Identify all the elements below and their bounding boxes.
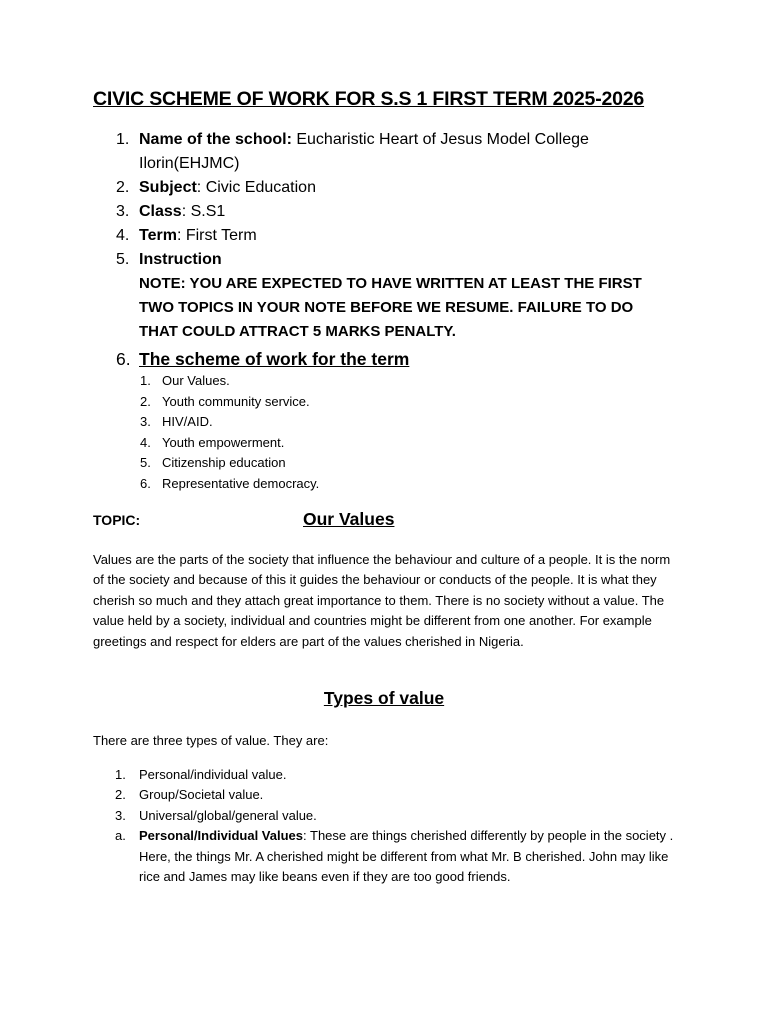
instruction-note: NOTE: YOU ARE EXPECTED TO HAVE WRITTEN AT LEAST THE FIRST TWO TOPICS IN YOUR NOTE BEFORE WE RESUME. FAILURE TO DO THAT COULD ATTRACT 5 MARKS PENALTY.	[139, 275, 642, 340]
list-number: 1.	[116, 131, 130, 148]
list-number: 6.	[116, 349, 131, 369]
definition-term: Personal/Individual Values	[139, 828, 304, 844]
list-number: 2.	[115, 787, 126, 803]
topic-title: Our Values	[303, 509, 395, 529]
scheme-item	[110, 346, 670, 372]
list-item	[138, 433, 538, 454]
list-item-text: Universal/global/general value.	[139, 807, 317, 823]
list-item	[93, 765, 675, 785]
info-value: : First Term	[176, 227, 257, 244]
info-value: : S.S1	[181, 203, 226, 220]
list-number: 4.	[116, 227, 130, 244]
info-value: : Civic Education	[196, 179, 316, 196]
types-list	[93, 765, 675, 887]
list-number: 3.	[140, 414, 151, 429]
scheme-topic-list	[138, 371, 538, 494]
info-item-school	[110, 128, 670, 176]
definition-item	[93, 826, 675, 887]
definition-text: : These are things cherished differently by people in the society . Here, the things Mr. A cherished might be different from what Mr. B cherished. John may like rice and James may like beans even if they are too good friends.	[139, 828, 674, 885]
info-list	[110, 128, 670, 372]
list-number: 3.	[115, 807, 126, 823]
types-intro: There are three types of value. They are:	[93, 733, 329, 748]
list-item	[93, 806, 675, 826]
list-number: 1.	[140, 373, 151, 388]
list-item	[138, 392, 538, 413]
document-title: CIVIC SCHEME OF WORK FOR S.S 1 FIRST TERM 2025-2026	[93, 88, 645, 110]
list-number: 5.	[116, 251, 130, 268]
list-item-text: Representative democracy.	[162, 475, 320, 491]
list-item-text: Youth empowerment.	[162, 434, 285, 450]
list-number: 2.	[140, 393, 151, 409]
list-item	[138, 474, 538, 495]
list-number: 1.	[115, 767, 126, 782]
info-label: Class	[139, 203, 182, 220]
info-label: Subject	[139, 179, 197, 196]
list-number: 5.	[140, 455, 151, 470]
info-value: Eucharistic Heart of Jesus Model College Ilorin(EHJMC)	[139, 131, 589, 172]
list-item-text: Group/Societal value.	[139, 787, 264, 803]
topic-label: TOPIC:	[93, 512, 141, 528]
list-number: 3.	[116, 203, 130, 220]
list-item-text: Our Values.	[162, 373, 230, 388]
values-paragraph: Values are the parts of the society that influence the behaviour and culture of a people. It is the norm of the society and because of this it guides the behaviour or conducts of the people. It is what they cherish so much and they attach great importance to them. There is no society without a value. The value held by a society, individual and countries might be different from one another. For example greetings and respect for elders are part of the values cherished in Nigeria.	[93, 552, 671, 649]
info-item-term	[110, 224, 670, 248]
types-heading: Types of value	[323, 688, 445, 708]
list-item	[138, 412, 538, 433]
list-letter: a.	[115, 828, 126, 844]
list-item-text: Youth community service.	[162, 393, 310, 409]
list-item	[138, 453, 538, 474]
info-label: Name of the school:	[139, 131, 292, 148]
info-item-instruction	[110, 248, 670, 344]
info-label: Term	[139, 227, 177, 244]
list-item	[138, 371, 538, 392]
list-number: 4.	[140, 434, 151, 450]
list-item-text: Personal/individual value.	[139, 767, 287, 782]
scheme-heading: The scheme of work for the term	[139, 349, 410, 369]
list-item-text: HIV/AID.	[162, 414, 213, 429]
list-item-text: Citizenship education	[162, 455, 286, 470]
info-item-class	[110, 200, 670, 224]
info-item-subject	[110, 176, 670, 200]
list-number: 6.	[140, 475, 151, 491]
list-number: 2.	[116, 179, 130, 196]
info-label: Instruction	[139, 251, 222, 268]
list-item	[93, 785, 675, 805]
